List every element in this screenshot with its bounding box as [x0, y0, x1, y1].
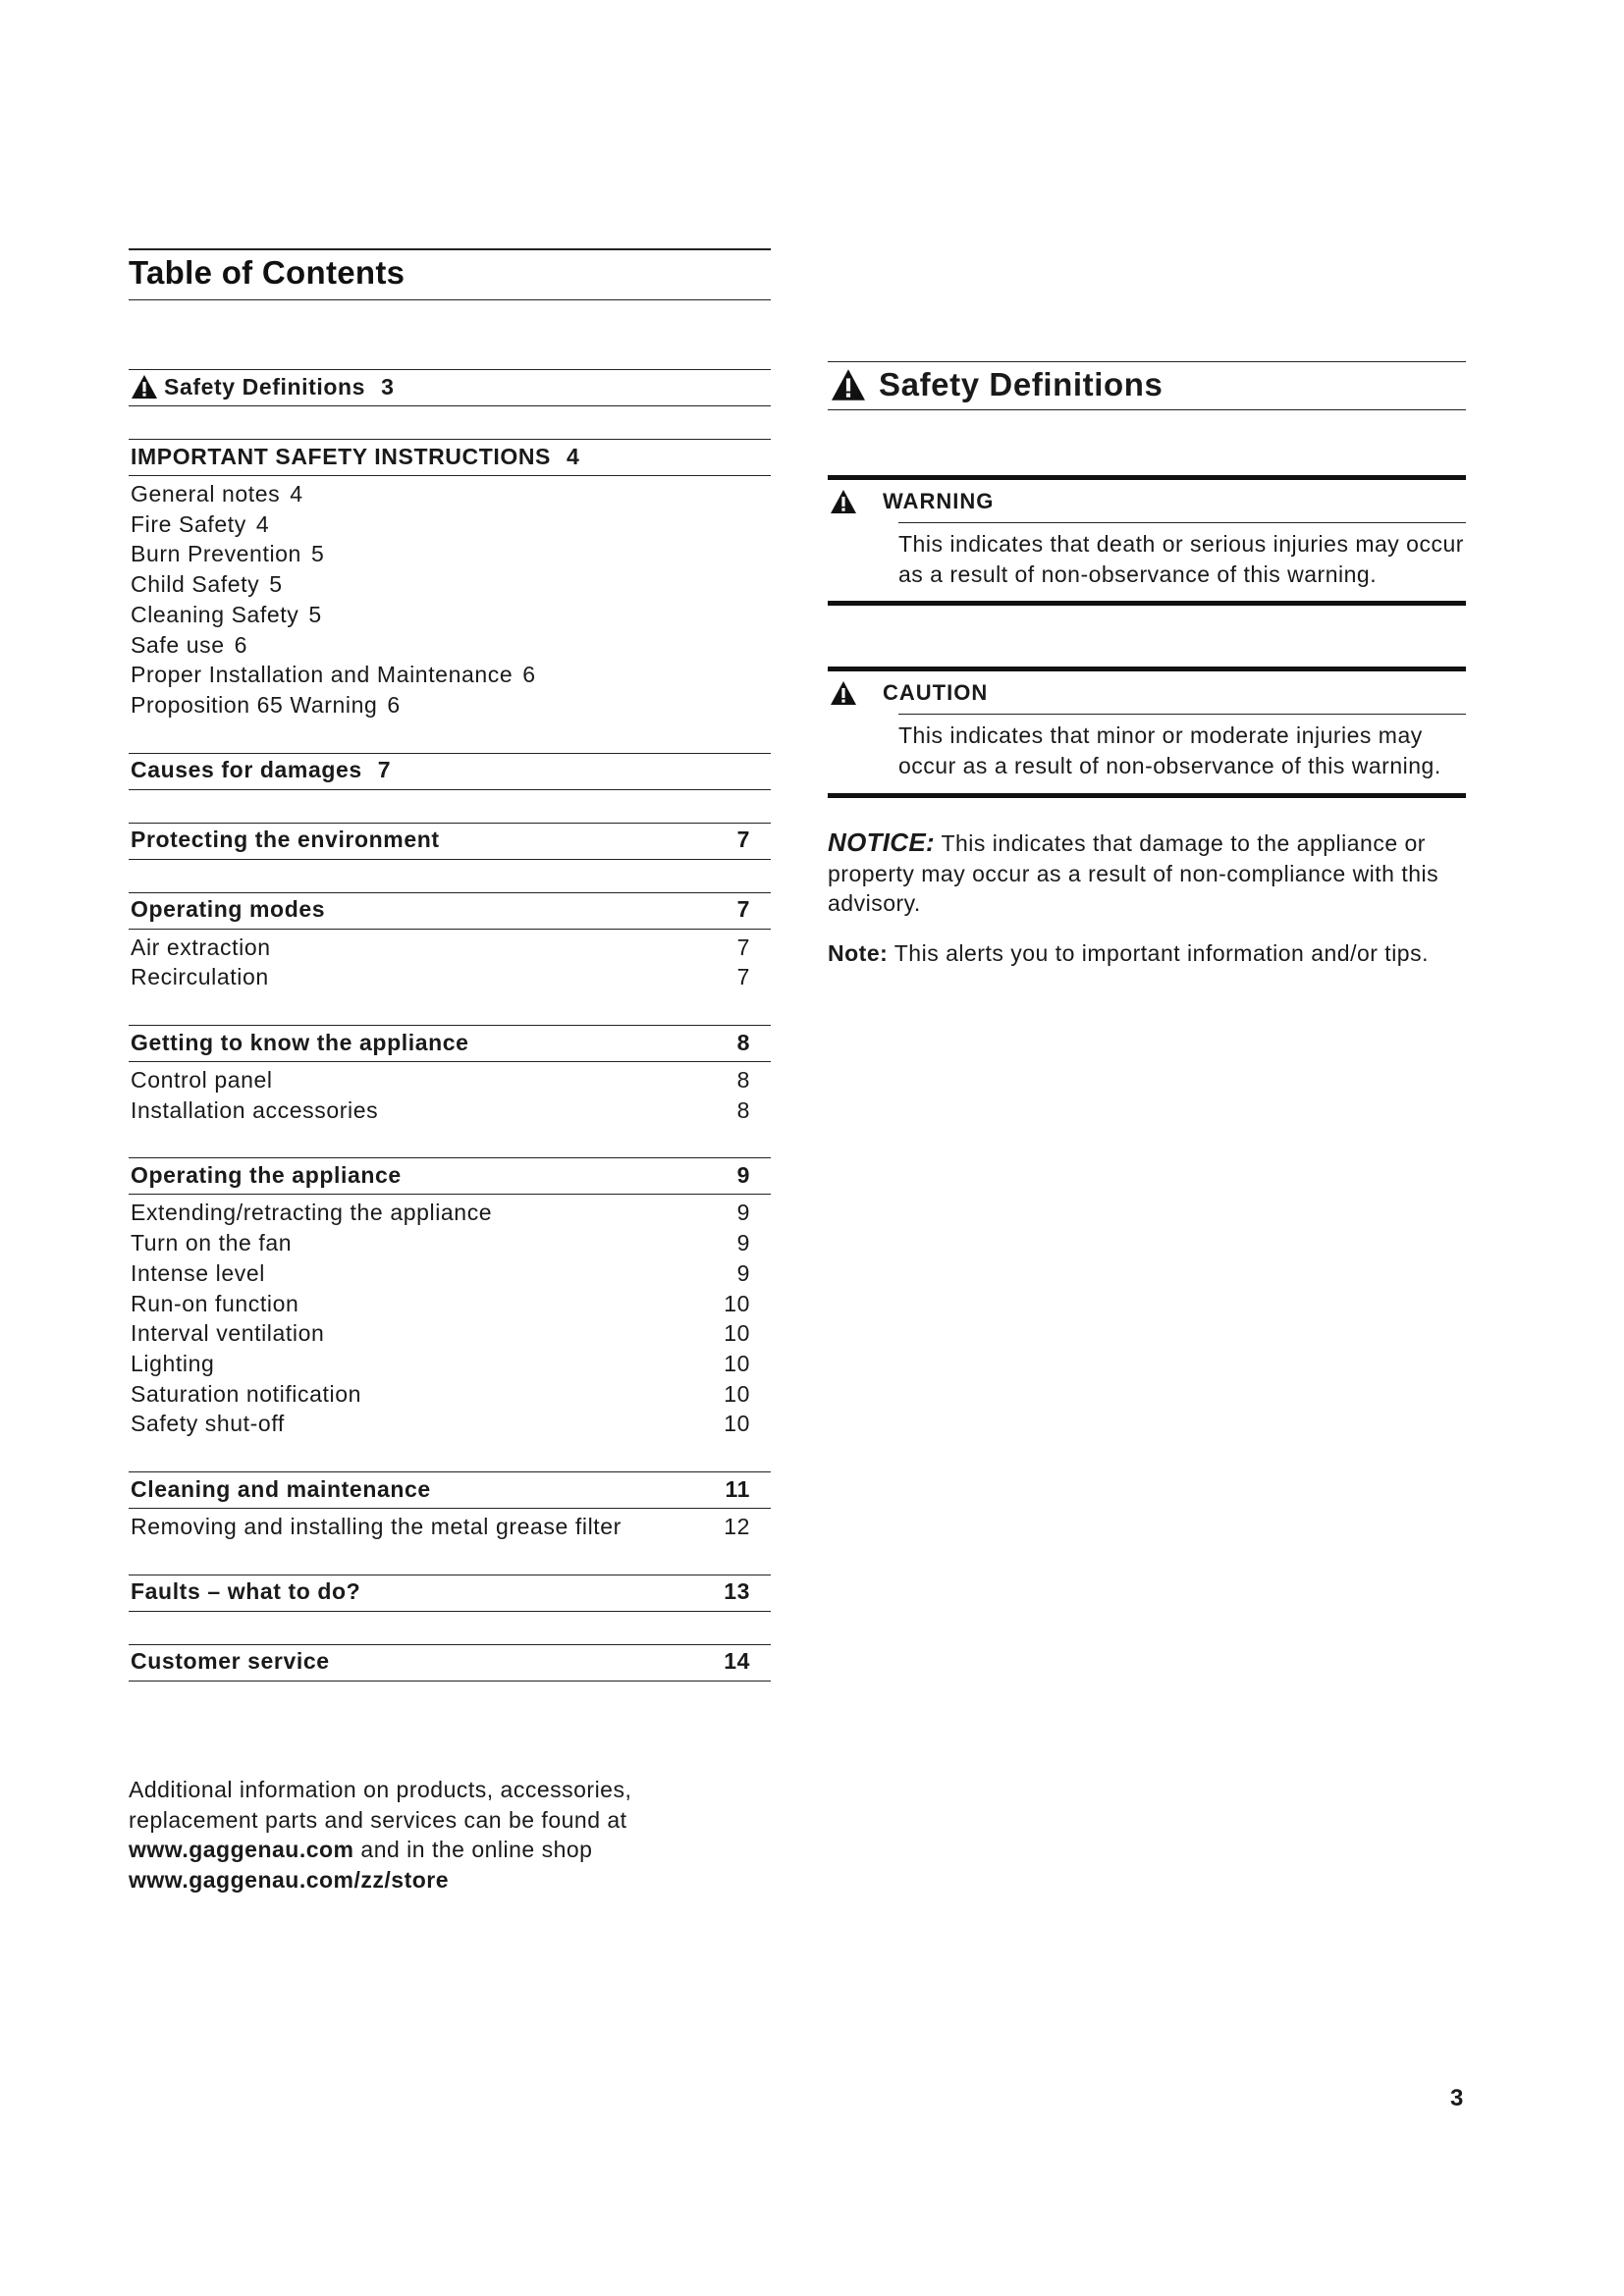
notice-text: This indicates that damage to the appliance or property may occur as a result of non-compliance with this advisory. [828, 829, 1439, 917]
toc-section-heading[interactable] [129, 892, 771, 930]
toc-item-page: 5 [269, 571, 283, 598]
toc-item-page: 10 [724, 1320, 750, 1347]
toc-section [129, 369, 771, 406]
additional-info [129, 1775, 737, 1896]
toc-title: Table of Contents [129, 248, 771, 300]
toc-item-wrap [131, 600, 322, 630]
toc-item-label: Removing and installing the metal grease filter [131, 1514, 622, 1540]
toc-section-title-wrap [131, 444, 579, 470]
toc-section [129, 1157, 771, 1439]
toc-item-page: 10 [724, 1350, 750, 1376]
toc-section-title-wrap [131, 1578, 360, 1605]
toc-item-page: 4 [255, 510, 270, 537]
toc-item[interactable] [129, 1379, 771, 1410]
toc-item-label: Safety shut-off [131, 1411, 285, 1437]
toc-item-label: Proposition 65 Warning [131, 691, 378, 718]
notice-label: NOTICE: [828, 827, 935, 857]
toc-item[interactable] [129, 630, 771, 661]
toc-item-label: Run-on function [131, 1290, 299, 1316]
toc-section-title: Faults – what to do? [131, 1578, 361, 1605]
warning-label: WARNING [883, 488, 995, 513]
toc-section-page: 13 [724, 1578, 750, 1605]
toc-section-title-wrap [131, 757, 391, 783]
toc-section-title-wrap [131, 1648, 330, 1675]
toc-section-title: Safety Definitions [164, 373, 366, 400]
toc-section-title: Operating modes [131, 896, 326, 923]
toc-section-heading[interactable] [129, 753, 771, 790]
toc-section-heading[interactable] [129, 1644, 771, 1682]
toc-item-page: 5 [308, 601, 322, 627]
toc-sections [129, 369, 771, 1682]
toc-item-label: General notes [131, 481, 281, 507]
toc-section [129, 823, 771, 860]
toc-section-title: Protecting the environment [131, 827, 440, 853]
toc-item-page: 6 [522, 662, 536, 688]
toc-section [129, 1644, 771, 1682]
toc-item[interactable] [129, 1409, 771, 1439]
toc-item-page: 12 [724, 1514, 750, 1540]
toc-item-wrap [131, 630, 247, 661]
toc-item[interactable] [129, 1198, 771, 1228]
toc-item-list [129, 1062, 771, 1125]
toc-item-label: Intense level [131, 1259, 265, 1286]
toc-item-wrap [131, 539, 324, 569]
toc-item-list [129, 476, 771, 721]
safety-definitions [828, 361, 1466, 969]
info-line-2: replacement parts and services can be found at [129, 1806, 627, 1833]
toc-section-page: 14 [724, 1648, 750, 1675]
toc-item[interactable] [129, 509, 771, 540]
toc-section-heading[interactable] [129, 369, 771, 406]
toc-item[interactable] [129, 539, 771, 569]
toc-section-title: Getting to know the appliance [131, 1029, 469, 1055]
toc-section-title: IMPORTANT SAFETY INSTRUCTIONS [131, 443, 551, 469]
toc-item[interactable] [129, 962, 771, 992]
warning-icon [830, 368, 867, 401]
toc-section-title: Customer service [131, 1648, 330, 1675]
toc-section [129, 1575, 771, 1612]
toc-item-page: 9 [736, 1200, 750, 1226]
toc-section-title-wrap [131, 374, 394, 400]
toc-item-label: Cleaning Safety [131, 601, 299, 627]
toc-item-wrap [131, 569, 283, 600]
caution-icon [830, 680, 857, 706]
toc-item-label: Recirculation [131, 964, 269, 990]
toc-item[interactable] [129, 569, 771, 600]
toc-item-label: Child Safety [131, 571, 260, 598]
toc-section-title-wrap [131, 1030, 469, 1056]
toc-item-page: 6 [387, 691, 401, 718]
info-line-3-rest: and in the online shop [353, 1837, 593, 1863]
toc-item-label: Lighting [131, 1350, 215, 1376]
toc-item-page: 10 [724, 1411, 750, 1437]
toc-section-title: Cleaning and maintenance [131, 1475, 431, 1502]
toc-item-list [129, 1195, 771, 1439]
toc-item-page: 10 [724, 1380, 750, 1407]
toc-section [129, 892, 771, 992]
caution-label: CAUTION [883, 679, 989, 705]
toc-item-page: 8 [736, 1067, 750, 1094]
toc-item[interactable] [129, 1228, 771, 1258]
toc-item-list [129, 1509, 771, 1542]
caution-box [828, 667, 1466, 797]
toc-item-wrap [131, 509, 269, 540]
toc-item[interactable] [129, 1258, 771, 1289]
toc-section-title-wrap [131, 827, 440, 853]
caution-header [828, 671, 1466, 714]
toc-item-label: Installation accessories [131, 1096, 379, 1123]
toc-item[interactable] [129, 1095, 771, 1126]
warning-box [828, 475, 1466, 606]
warning-text: This indicates that death or serious injuries may occur as a result of non-observance of this warning. [898, 531, 1464, 587]
toc-item[interactable] [129, 1065, 771, 1095]
toc-item-label: Safe use [131, 631, 225, 658]
toc-section-page: 8 [736, 1029, 750, 1055]
note-label: Note: [828, 939, 889, 966]
safety-definitions-title: Safety Definitions [879, 366, 1164, 402]
toc-section [129, 753, 771, 790]
toc-section-heading[interactable] [129, 1157, 771, 1195]
toc-item-page: 9 [736, 1259, 750, 1286]
toc-section-page: 7 [736, 827, 750, 853]
toc-section-title: Operating the appliance [131, 1161, 402, 1188]
toc-item-page: 9 [736, 1230, 750, 1256]
toc-section [129, 1025, 771, 1125]
toc-item-wrap [131, 660, 536, 690]
toc-section-page: 4 [567, 443, 580, 469]
toc-section-page: 11 [725, 1475, 750, 1502]
toc-item-label: Saturation notification [131, 1380, 361, 1407]
toc-item-list [129, 930, 771, 992]
toc-item-label: Fire Safety [131, 510, 246, 537]
toc-item-page: 7 [736, 934, 750, 960]
toc-item-label: Control panel [131, 1067, 273, 1094]
toc-section-title: Causes for damages [131, 757, 362, 783]
store-link[interactable]: www.gaggenau.com/zz/store [129, 1867, 450, 1894]
toc-section-heading[interactable] [129, 823, 771, 860]
toc-section-page: 3 [381, 373, 395, 400]
toc-item-label: Turn on the fan [131, 1230, 293, 1256]
table-of-contents [129, 248, 771, 1682]
warning-icon [830, 489, 857, 514]
toc-item-page: 4 [290, 481, 303, 507]
toc-section-page: 7 [736, 896, 750, 923]
toc-item-wrap [131, 479, 303, 509]
toc-item-label: Proper Installation and Maintenance [131, 662, 514, 688]
page-number: 3 [1450, 2085, 1464, 2111]
toc-item[interactable] [129, 1512, 771, 1542]
caution-text: This indicates that minor or moderate injuries may occur as a result of non-observance of this warning. [898, 722, 1441, 779]
toc-item-page: 10 [724, 1290, 750, 1316]
toc-section-title-wrap [131, 896, 325, 923]
toc-item-label: Burn Prevention [131, 541, 301, 567]
toc-section-title-wrap [131, 1162, 402, 1189]
toc-item-label: Interval ventilation [131, 1320, 325, 1347]
toc-item-page: 7 [736, 964, 750, 990]
warning-icon [131, 374, 158, 400]
note-paragraph [828, 938, 1466, 969]
toc-item[interactable] [129, 1318, 771, 1349]
toc-item-page: 6 [234, 631, 247, 658]
note-text: This alerts you to important information and/or tips. [888, 939, 1429, 966]
toc-section-heading[interactable] [129, 1471, 771, 1509]
toc-item[interactable] [129, 479, 771, 509]
toc-item[interactable] [129, 933, 771, 963]
toc-section-page: 9 [736, 1161, 750, 1188]
toc-section [129, 439, 771, 721]
toc-section-heading[interactable] [129, 439, 771, 476]
gaggenau-link[interactable]: www.gaggenau.com [129, 1837, 354, 1863]
toc-item[interactable] [129, 1349, 771, 1379]
safety-definitions-heading [828, 361, 1466, 410]
toc-item-page: 8 [736, 1096, 750, 1123]
toc-item-wrap [131, 690, 401, 721]
toc-section-heading[interactable] [129, 1025, 771, 1062]
warning-header [828, 480, 1466, 522]
toc-item[interactable] [129, 600, 771, 630]
toc-item[interactable] [129, 690, 771, 721]
toc-item[interactable] [129, 660, 771, 690]
toc-section-page: 7 [377, 757, 392, 783]
notice-paragraph [828, 828, 1466, 919]
toc-item-label: Air extraction [131, 934, 271, 960]
toc-item-page: 5 [310, 541, 325, 567]
toc-section-heading[interactable] [129, 1575, 771, 1612]
info-line-1: Additional information on products, accessories, [129, 1777, 632, 1802]
toc-section [129, 1471, 771, 1542]
toc-item[interactable] [129, 1289, 771, 1319]
info-line-3 [129, 1835, 737, 1865]
toc-section-title-wrap [131, 1476, 431, 1503]
toc-item-label: Extending/retracting the appliance [131, 1200, 493, 1226]
